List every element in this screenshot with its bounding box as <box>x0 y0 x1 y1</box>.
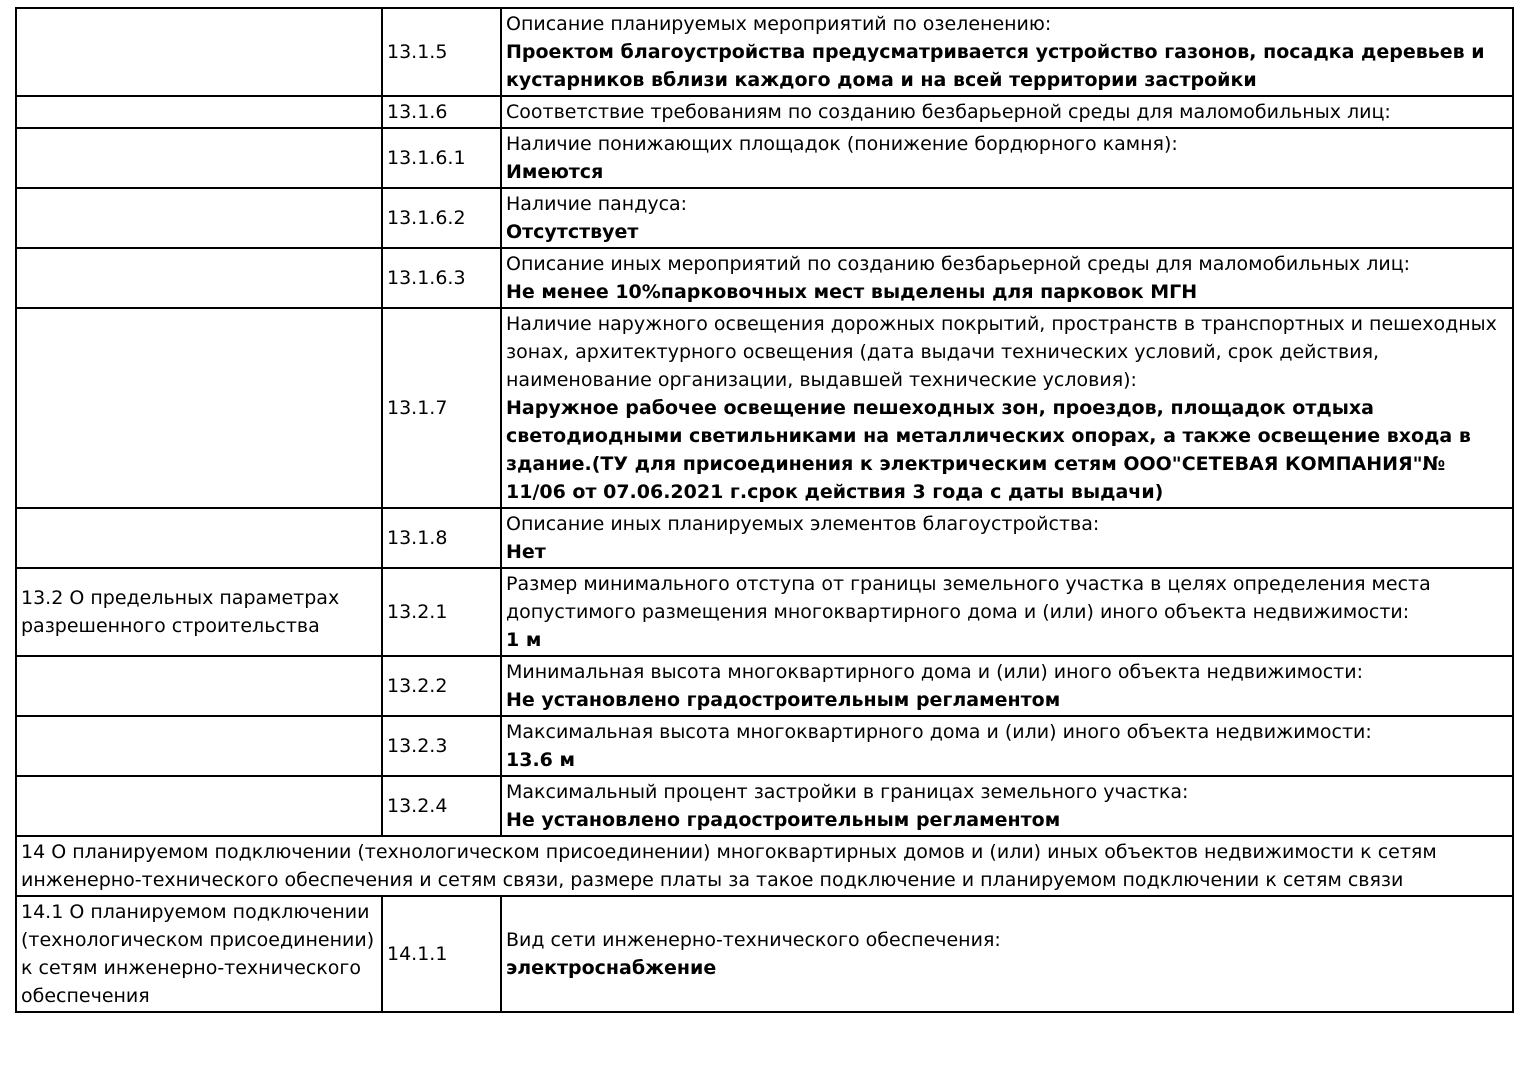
row-number-cell: 13.2.4 <box>382 776 501 836</box>
row-category-cell <box>16 8 382 96</box>
document-page <box>0 7 1529 1080</box>
table-row <box>16 776 1513 836</box>
row-content-cell <box>501 248 1513 308</box>
row-number-cell: 13.2.1 <box>382 568 501 656</box>
row-category-cell <box>16 656 382 716</box>
row-answer-text: 1 м <box>506 629 542 651</box>
row-question-text: Наличие наружного освещения дорожных покрытий, пространств в транспортных и пешеходных зонах, архитектурного освещения (дата выдачи технических условий, срок действия, наименование организации, выдавшей технические условия): <box>506 313 1497 391</box>
row-number-cell: 13.1.8 <box>382 508 501 568</box>
row-question-text: Описание иных мероприятий по созданию безбарьерной среды для маломобильных лиц: <box>506 253 1411 275</box>
row-number-cell: 13.2.2 <box>382 656 501 716</box>
row-question-text: Минимальная высота многоквартирного дома и (или) иного объекта недвижимости: <box>506 661 1363 683</box>
row-category-cell <box>16 716 382 776</box>
row-question-text: Соответствие требованиям по созданию безбарьерной среды для маломобильных лиц: <box>506 101 1391 123</box>
section-header-row <box>16 836 1513 896</box>
table-row <box>16 508 1513 568</box>
row-answer-text: Не менее 10%парковочных мест выделены для парковок МГН <box>506 281 1198 303</box>
row-category-cell <box>16 248 382 308</box>
row-number-cell: 14.1.1 <box>382 896 501 1012</box>
declaration-table-body <box>16 8 1513 1012</box>
row-answer-text: Отсутствует <box>506 221 639 243</box>
table-row <box>16 8 1513 96</box>
row-number-cell: 13.1.6.1 <box>382 128 501 188</box>
row-answer-text: Наружное рабочее освещение пешеходных зон, проездов, площадок отдыха светодиодными светильниками на металлических опорах, а также освещение входа в здание.(ТУ для присоединения к электрическим сетям ООО"СЕТЕВАЯ КОМПАНИЯ"№ 11/06 от 07.06.2021 г.срок действия 3 года с даты выдачи) <box>506 397 1471 503</box>
row-content-cell <box>501 776 1513 836</box>
row-category-cell: 13.2 О предельных параметрах разрешенного строительства <box>16 568 382 656</box>
row-category-cell <box>16 776 382 836</box>
row-content-cell <box>501 896 1513 1012</box>
row-category-cell: 14.1 О планируемом подключении (технологическом присоединении) к сетям инженерно-технического обеспечения <box>16 896 382 1012</box>
row-content-cell <box>501 128 1513 188</box>
row-question-text: Описание иных планируемых элементов благоустройства: <box>506 513 1100 535</box>
row-category-cell <box>16 508 382 568</box>
table-row <box>16 308 1513 508</box>
row-number-cell: 13.1.6.2 <box>382 188 501 248</box>
row-content-cell <box>501 8 1513 96</box>
declaration-table <box>15 7 1514 1013</box>
row-category-cell <box>16 308 382 508</box>
row-category-cell <box>16 96 382 128</box>
row-number-cell: 13.1.6 <box>382 96 501 128</box>
row-question-text: Наличие пандуса: <box>506 193 688 215</box>
table-row <box>16 568 1513 656</box>
row-content-cell <box>501 308 1513 508</box>
row-question-text: Максимальный процент застройки в границах земельного участка: <box>506 781 1189 803</box>
row-question-text: Максимальная высота многоквартирного дома и (или) иного объекта недвижимости: <box>506 721 1372 743</box>
row-question-text: Вид сети инженерно-технического обеспечения: <box>506 929 1001 951</box>
table-row <box>16 716 1513 776</box>
row-number-cell: 13.1.6.3 <box>382 248 501 308</box>
row-content-cell <box>501 568 1513 656</box>
row-answer-text: электроснабжение <box>506 957 717 979</box>
row-category-cell <box>16 128 382 188</box>
row-number-cell: 13.1.7 <box>382 308 501 508</box>
section-header-text: 14 О планируемом подключении (технологическом присоединении) многоквартирных домов и (или) иных объектов недвижимости к сетям инженерно-технического обеспечения и сетям связи, размере платы за такое подключение и планируемом подключении к сетям связи <box>16 836 1513 896</box>
row-answer-text: Проектом благоустройства предусматривается устройство газонов, посадка деревьев и кустарников вблизи каждого дома и на всей территории застройки <box>506 41 1485 91</box>
row-content-cell <box>501 508 1513 568</box>
row-answer-text: 13.6 м <box>506 749 576 771</box>
table-row <box>16 188 1513 248</box>
row-answer-text: Не установлено градостроительным регламентом <box>506 689 1061 711</box>
table-row <box>16 128 1513 188</box>
row-content-cell <box>501 188 1513 248</box>
table-row <box>16 248 1513 308</box>
table-row <box>16 96 1513 128</box>
row-content-cell <box>501 716 1513 776</box>
row-answer-text: Имеются <box>506 161 604 183</box>
row-content-cell <box>501 96 1513 128</box>
row-question-text: Размер минимального отступа от границы земельного участка в целях определения места допустимого размещения многоквартирного дома и (или) иного объекта недвижимости: <box>506 573 1431 623</box>
row-question-text: Описание планируемых мероприятий по озеленению: <box>506 13 1052 35</box>
row-content-cell <box>501 656 1513 716</box>
table-row <box>16 656 1513 716</box>
row-question-text: Наличие понижающих площадок (понижение бордюрного камня): <box>506 133 1178 155</box>
row-number-cell: 13.2.3 <box>382 716 501 776</box>
row-answer-text: Не установлено градостроительным регламентом <box>506 809 1061 831</box>
table-row <box>16 896 1513 1012</box>
row-answer-text: Нет <box>506 541 546 563</box>
row-category-cell <box>16 188 382 248</box>
row-number-cell: 13.1.5 <box>382 8 501 96</box>
